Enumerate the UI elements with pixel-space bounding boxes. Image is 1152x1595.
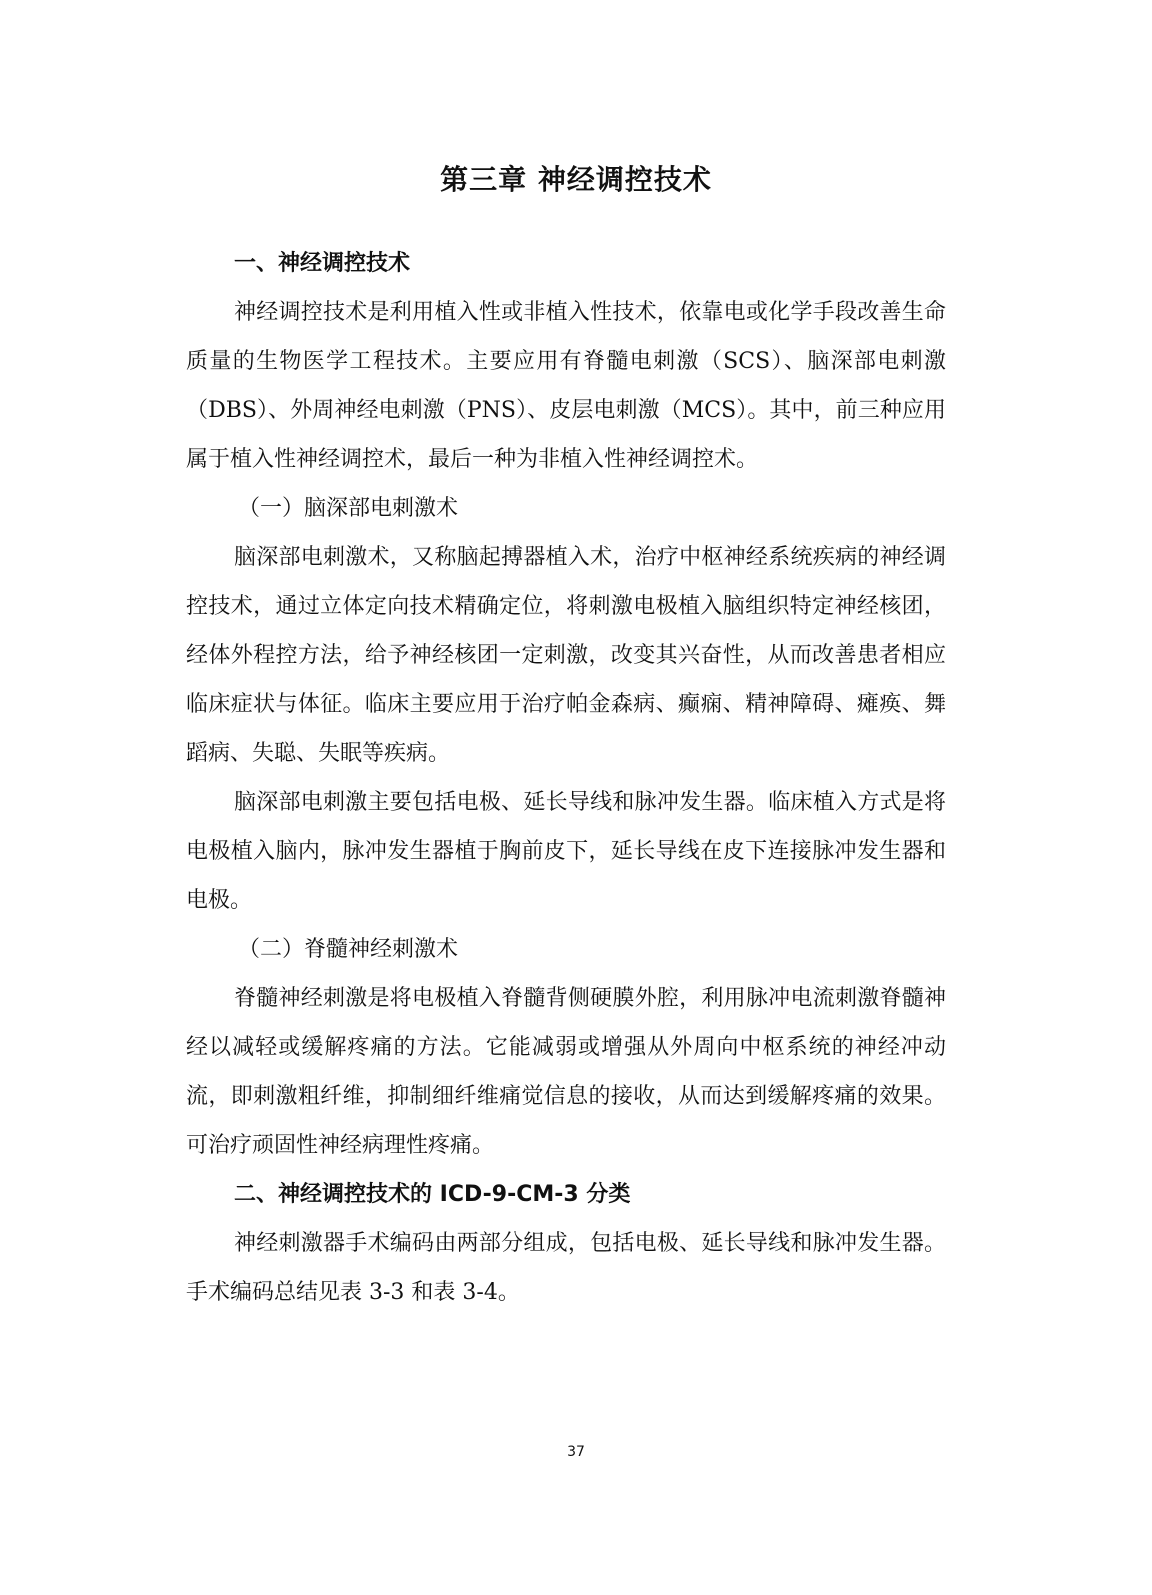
paragraph-dbs-definition: 脑深部电刺激术，又称脑起搏器植入术，治疗中枢神经系统疾病的神经调控技术，通过立体定向技术精确定位，将刺激电极植入脑组织特定神经核团，经体外程控方法，给予神经核团一定刺激，改变其兴奋性，从而改善患者相应临床症状与体征。临床主要应用于治疗帕金森病、癫痫、精神障碍、瘫痪、舞蹈病、失聪、失眠等疾病。 xyxy=(186,545,946,766)
page-content xyxy=(186,239,946,1317)
page-number: 37 xyxy=(567,1444,585,1460)
paragraph-icd-coding: 神经刺激器手术编码由两部分组成，包括电极、延长导线和脉冲发生器。手术编码总结见表 3-3 和表 3-4。 xyxy=(186,1231,946,1305)
paragraph-dbs-components: 脑深部电刺激主要包括电极、延长导线和脉冲发生器。临床植入方式是将电极植入脑内，脉冲发生器植于胸前皮下，延长导线在皮下连接脉冲发生器和电极。 xyxy=(186,790,946,913)
section-heading-neuromodulation: 一、神经调控技术 xyxy=(234,251,411,276)
subheading-deep-brain-stimulation: （一）脑深部电刺激术 xyxy=(238,496,459,521)
subheading-spinal-cord-stimulation: （二）脊髓神经刺激术 xyxy=(238,937,459,962)
paragraph-scs-definition: 脊髓神经刺激是将电极植入脊髓背侧硬膜外腔，利用脉冲电流刺激脊髓神经以减轻或缓解疼痛的方法。它能减弱或增强从外周向中枢系统的神经冲动流，即刺激粗纤维，抑制细纤维痛觉信息的接收，从而达到缓解疼痛的效果。可治疗顽固性神经病理性疼痛。 xyxy=(186,986,946,1158)
paragraph-neuromodulation-intro: 神经调控技术是利用植入性或非植入性技术，依靠电或化学手段改善生命质量的生物医学工程技术。主要应用有脊髓电刺激（SCS）、脑深部电刺激（DBS）、外周神经电刺激（PNS）、皮层电刺激（MCS）。其中，前三种应用属于植入性神经调控术，最后一种为非植入性神经调控术。 xyxy=(186,300,946,472)
section-heading-icd-classification: 二、神经调控技术的 ICD-9-CM-3 分类 xyxy=(234,1182,631,1207)
chapter-title: 第三章 神经调控技术 xyxy=(440,163,712,196)
